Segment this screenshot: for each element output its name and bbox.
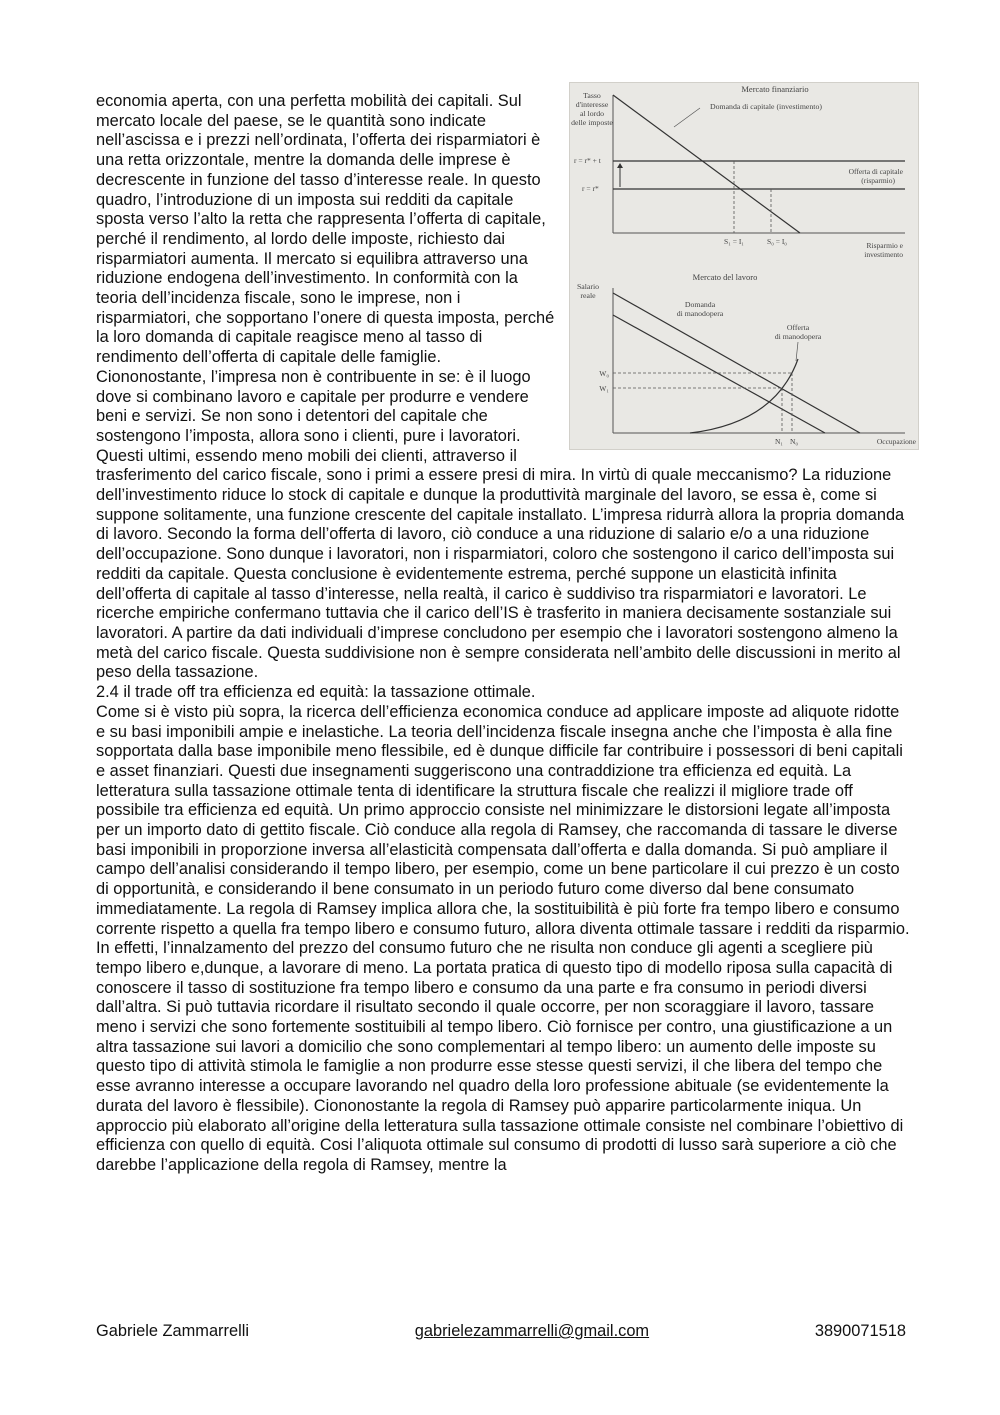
footer-name: Gabriele Zammarrelli: [96, 1322, 250, 1340]
figure-markets: [569, 82, 919, 450]
paragraph-optimal-taxation: Come si è visto più sopra, la ricerca dell’efficienza economica conduce ad applicare imposte ad aliquote ridotte e su basi imponibili ampie e inelastiche. La teoria dell’incidenza fiscale insegna anche che l’imposta è alla fine sopportata dalla base imponibile meno flessibile, ed è dunque difficile far contribuire i possessori di beni capitali e asset finanziari. Questi due insegnamenti suggeriscono una contraddizione tra efficienza ed equità. La letteratura sulla tassazione ottimale tenta di identificare la struttura fiscale che realizzi il migliore trade off possibile tra efficienza ed equità. Un primo approccio consiste nel minimizzare le distorsioni legate all’imposta per un importo dato di gettito fiscale. Ciò conduce alla regola di Ramsey, che raccomanda di tassare le diverse basi imponibili in proporzione inversa all’elasticità compensata dall’offerta e dalla domanda. Si può ampliare il campo dell’analisi considerando il tempo libero, per esempio, come un bene particolare il cui prezzo è un costo di opportunità, e considerando il bene consumato in un periodo futuro come diverso dal bene consumato immediatamente. La regola di Ramsey implica allora che, la sostituibilità è più forte fra tempo libero e consumo corrente rispetto a quella fra tempo libero e consumo futuro, allora diventa ottimale tassare i redditi da risparmio. In effetti, l’innalzamento del prezzo del consumo futuro che ne risulta non conduce gli agenti a scegliere più tempo libero e,dunque, a lavorare di meno. La portata pratica di questo tipo di modello riposa sulla capacità di conoscere il tasso di sostituzione fra tempo libero e consumo da una parte e fra consumo in periodi diversi dall’altra. Si può tuttavia ricordare il risultato secondo il quale occorre, per non scoraggiare il lavoro, tassare meno i servizi che sono fortemente sostituibili al tempo libero. Ciò fornisce per contro, una giustificazione a un altra tassazione sui lavori a domicilio che sono complementari al tempo libero: un aumento delle imposte su questo tipo di attività stimola le famiglie a non produrre esse stesse questi servizi, il che libera del tempo che esse avranno interesse a occupare lavorando nel quadro della loro professione abituale (se evidentemente la durata del lavoro è flessibile). Ciononostante la regola di Ramsey può apparire particolarmente iniqua. Un approccio più elaborato all’origine della letteratura sulla tassazione ottimale consiste nel combinare l’obiettivo di efficienza con quello di equità. Cosi l’aliquota ottimale sul consumo di prodotti di lusso sarà superiore a ciò che darebbe l’applicazione della regola di Ramsey, mentre la: [96, 702, 910, 1174]
footer: [96, 1322, 906, 1341]
supply-label-2: (risparmio): [861, 176, 895, 185]
section-heading: 2.4 il trade off tra efficienza ed equità: la tassazione ottimale.: [96, 683, 536, 702]
top-ylabel-4: delle imposte: [571, 118, 613, 127]
figure-svg: [570, 83, 918, 449]
supply-pointer: [796, 342, 798, 361]
footer-phone: 3890071518: [814, 1322, 906, 1340]
capital-demand-line: [613, 95, 800, 233]
rate-taxed-label: r = r* + t: [574, 156, 601, 165]
n0-label: N₀: [789, 437, 799, 446]
labour-supply-label-2: di manodopera: [774, 332, 822, 341]
page-content: [96, 84, 916, 1176]
top-xlabel-1: Risparmio e: [866, 241, 903, 250]
labour-demand-label-1: Domanda: [684, 300, 716, 309]
w0-label: W₀: [599, 369, 609, 378]
w1-label: W₁: [599, 384, 609, 393]
paragraph-incidence: economia aperta, con una perfetta mobilità dei capitali. Sul mercato locale del paese, se le quantità sono indicate nell’ascissa e i prezzi nell’ordinata, l’offerta dei risparmiatori è una retta orizzontale, mentre la domanda delle imprese è decrescente in funzione del tasso d’interesse reale. In questo quadro, l’introduzione di un imposta sui redditi da capitale sposta verso l’alto la retta che rappresenta l’offerta di capitale, perché il rendimento, al lordo delle imposte, richiesto dai risparmiatori aumenta. Il mercato si equilibra attraverso una riduzione endogena dell’investimento. In conformità con la teoria dell’incidenza fiscale, sono le imprese, non i risparmiatori, che sopportano l’onere di questa imposta, perché la loro domanda di capitale reagisce meno al tasso di rendimento dell’offerta di capitale delle famiglie. Ciononostante, l’impresa non è contribuente in se: è il luogo dove si combinano lavoro e capitale per produrre e vendere beni e servizi. Se non sono i detentori del capitale che sostengono l’imposta, allora sono i clienti, pure i lavoratori. Questi ultimi, essendo meno mobili dei clienti, attraverso il trasferimento del carico fiscale, sono i primi a essere presi di mira. In virtù di quale meccanismo? La riduzione dell’investimento riduce lo stock di capitale e dunque la produttività marginale del lavoro, se essa è, come si suppone solitamente, una funzione crescente del capitale installato. L’impresa ridurrà allora la propria domanda di lavoro. Secondo la forma dell’offerta di lavoro, ciò conduce a una riduzione di salario e/o a una riduzione dell’occupazione. Sono dunque i lavoratori, non i risparmiatori, coloro che sostengono il carico dell’imposta sui redditi da capitale. Questa conclusione è evidentemente estrema, perché suppone un elasticità infinita dell’offerta di capitale al tasso d’interesse, nella realtà, il carico è suddiviso tra risparmiatori e lavoratori. Le ricerche empiriche confermano tuttavia che il carico dell’IS è trasferito in maniera decisamente sostanziale sui lavoratori. A partire da dati individuali d’imprese concludono per esempio che i lavoratori sostengono almeno la metà del carico fiscale. Questa suddivisione non è sempre considerata nell’ambito delle discussioni in merito al peso della tassazione.: [96, 92, 905, 682]
capital-demand-label: Domanda di capitale (investimento): [710, 102, 822, 111]
top-ylabel-1: Tasso: [583, 91, 601, 100]
s1-label: S₁ = I₁: [724, 237, 744, 246]
top-title: Mercato finanziario: [741, 84, 809, 94]
bottom-title: Mercato del lavoro: [692, 272, 758, 282]
demand-pointer: [674, 108, 700, 127]
n1-label: N₁: [774, 437, 784, 446]
rate-base-label: r = r*: [582, 184, 599, 193]
bottom-ylabel-2: reale: [580, 291, 596, 300]
supply-label-1: Offerta di capitale: [848, 167, 903, 176]
footer-email-link[interactable]: gabrielezammarrelli@gmail.com: [414, 1322, 650, 1340]
s0-label: S₀ = I₀: [767, 237, 787, 246]
bottom-ylabel-1: Salario: [576, 282, 600, 291]
top-xlabel-2: investimento: [864, 250, 903, 259]
labour-demand-0: [613, 293, 860, 433]
labour-supply-label-1: Offerta: [786, 323, 810, 332]
top-ylabel-3: al lordo: [579, 109, 605, 118]
top-ylabel-2: d'interesse: [575, 100, 609, 109]
bottom-xlabel: Occupazione: [876, 437, 916, 446]
shift-arrow-head: [617, 163, 623, 168]
labour-demand-label-2: di manodopera: [676, 309, 724, 318]
